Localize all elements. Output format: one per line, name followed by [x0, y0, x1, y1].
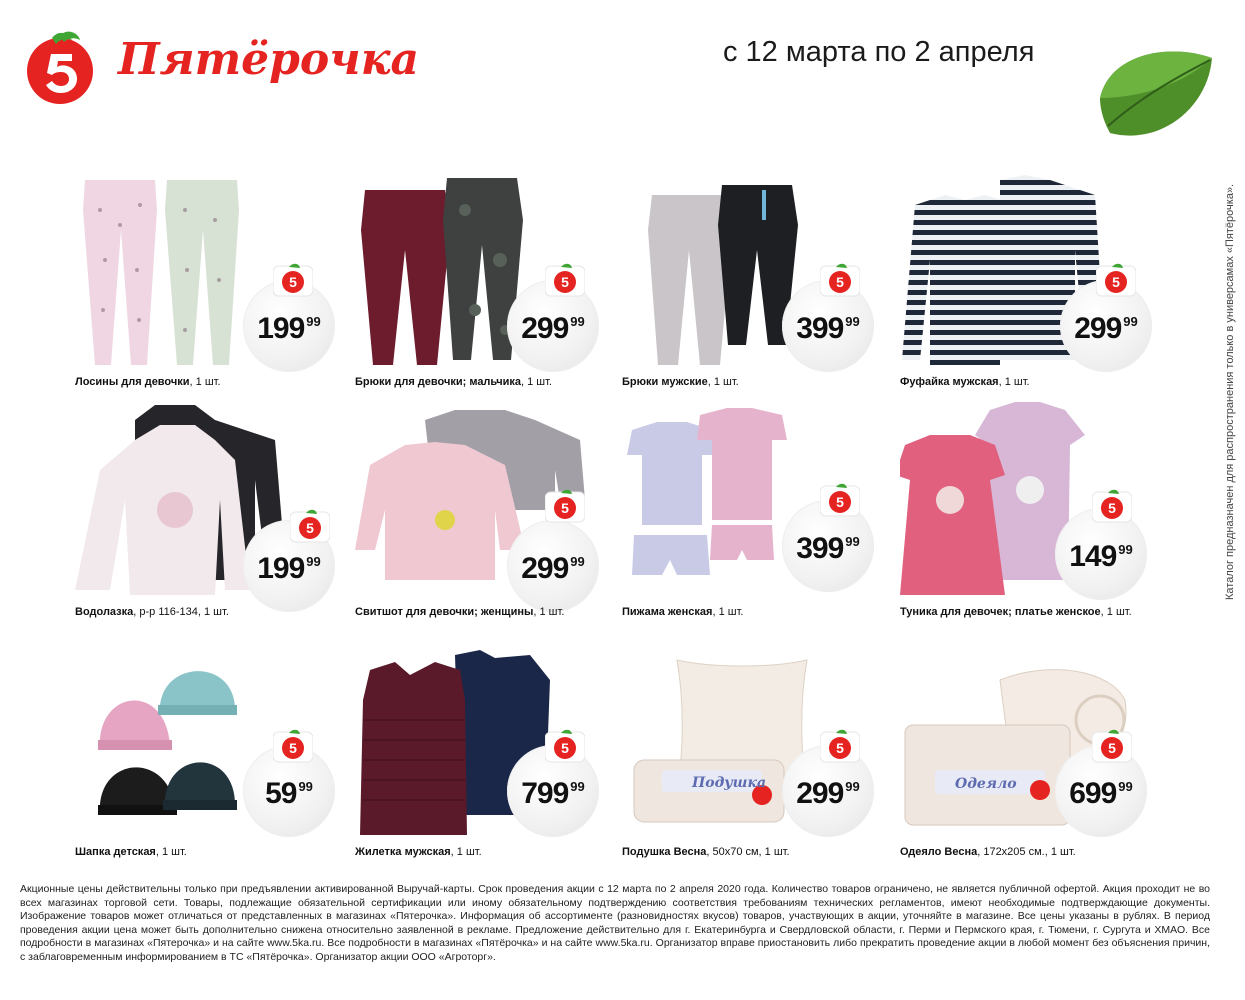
price-rubles: 799 — [521, 777, 569, 810]
product-caption — [900, 605, 1190, 619]
product-details: , 50х70 см, 1 шт. — [706, 846, 790, 858]
five-badge-icon — [1096, 262, 1136, 298]
price-rubles: 299 — [796, 777, 844, 810]
price-kopecks: 99 — [298, 779, 313, 794]
product-image — [355, 400, 645, 600]
svg-text:5: 5 — [289, 740, 297, 756]
price-value — [782, 777, 874, 811]
product-details: , 1 шт. — [707, 376, 739, 388]
price-value — [782, 312, 874, 346]
svg-text:5: 5 — [561, 500, 569, 516]
product-name: Фуфайка мужская — [900, 376, 999, 388]
product-card[interactable] — [355, 640, 645, 890]
five-badge-icon — [290, 508, 330, 544]
five-badge-icon — [545, 728, 585, 764]
product-name: Шапка детская — [75, 846, 156, 858]
five-badge-icon — [273, 728, 313, 764]
product-card[interactable] — [355, 170, 645, 420]
price-value — [243, 312, 335, 346]
product-image — [622, 400, 912, 600]
five-badge-icon — [820, 262, 860, 298]
product-details: , 1 шт. — [998, 376, 1030, 388]
price-badge — [507, 520, 599, 612]
five-badge-icon — [1092, 728, 1132, 764]
price-kopecks: 99 — [845, 314, 860, 329]
price-value — [507, 552, 599, 586]
price-kopecks: 99 — [845, 534, 860, 549]
price-value — [1060, 312, 1152, 346]
svg-text:5: 5 — [1108, 740, 1116, 756]
product-card[interactable] — [622, 400, 912, 650]
five-badge-icon — [545, 262, 585, 298]
price-kopecks: 99 — [570, 314, 585, 329]
catalog-distribution-note: Каталог предназначен для распространения только в универсамах «Пятёрочка». — [1224, 183, 1236, 600]
price-value — [1055, 777, 1147, 811]
svg-text:5: 5 — [836, 494, 844, 510]
product-details: , 1 шт. — [1100, 606, 1132, 618]
price-value — [243, 777, 335, 811]
product-caption — [900, 845, 1190, 859]
price-rubles: 399 — [796, 312, 844, 345]
price-kopecks: 99 — [1123, 314, 1138, 329]
product-caption — [355, 375, 645, 389]
price-value — [507, 777, 599, 811]
svg-text:5: 5 — [1108, 500, 1116, 516]
price-rubles: 299 — [521, 552, 569, 585]
price-rubles: 299 — [1074, 312, 1122, 345]
pyaterochka-logo-icon — [22, 30, 98, 106]
product-details: , 1 шт. — [533, 606, 565, 618]
product-card[interactable] — [622, 640, 912, 890]
product-card[interactable] — [900, 170, 1190, 420]
five-badge-icon — [273, 262, 313, 298]
price-kopecks: 99 — [570, 554, 585, 569]
product-details: , р-р 116-134, 1 шт. — [133, 606, 229, 618]
price-value — [782, 532, 874, 566]
svg-text:5: 5 — [289, 274, 297, 290]
product-name: Туника для девочек; платье женское — [900, 606, 1101, 618]
product-details: , 1 шт. — [712, 606, 744, 618]
product-name: Подушка Весна — [622, 846, 707, 858]
price-kopecks: 99 — [570, 779, 585, 794]
product-caption — [355, 605, 645, 619]
price-rubles: 149 — [1069, 540, 1117, 573]
product-name: Свитшот для девочки; женщины — [355, 606, 534, 618]
product-name: Брюки мужские — [622, 376, 708, 388]
product-card[interactable] — [622, 170, 912, 420]
product-name: Жилетка мужская — [355, 846, 451, 858]
product-name: Брюки для девочки; мальчика — [355, 376, 521, 388]
product-image — [355, 170, 645, 370]
svg-text:5: 5 — [306, 520, 314, 536]
pack-label: Одеяло — [955, 776, 1017, 792]
promo-date-range: с 12 марта по 2 апреля — [723, 36, 1035, 68]
svg-text:5: 5 — [836, 274, 844, 290]
product-caption — [622, 845, 912, 859]
legal-disclaimer: Акционные цены действительны только при предъявлении активированной Выручай-карты. Срок проведения акции с 12 марта по 2 апреля 2020 года. Количество товаров ограничено, не является публичной офертой. Акция проходит не во всех магазинах торговой сети. Товары, подлежащие обязательной сертификации или иному обязательному подтверждению соответствия требованиям технических регламентов, имеют необходимые подтверждающие документы. Изображение товаров может отличаться от представленных в магазинах «Пятерочка». Информация об ассортименте (разновидностях вкусов) товаров, участвующих в акции, уточняйте в магазине. Все цены указаны в рублях. В период проведения акции цена может быть дополнительно снижена относительно заявленной в рекламе. Предложение действительно для г. Екатеринбурга и Свердловской области, г. Перми и Пермского края, г. Тюмени, г. Сургута и ХМАО. Все подробности в магазинах «Пятерочка» и на сайте www.5ka.ru. Все подробности в магазинах «Пятёрочка» и на сайте www.5ka.ru. Организатор вправе приостановить либо прекратить проведение акции в любой момент без объяснения причин, с заблаговременным информированием в ТС «Пятёрочка». Организатор акции ООО «Агроторг». — [20, 883, 1210, 963]
leaf-decoration-icon — [1090, 38, 1220, 148]
product-details: , 172х205 см., 1 шт. — [977, 846, 1076, 858]
product-name: Лосины для девочки — [75, 376, 190, 388]
price-rubles: 199 — [257, 552, 305, 585]
product-name: Одеяло Весна — [900, 846, 978, 858]
price-rubles: 399 — [796, 532, 844, 565]
header — [0, 0, 1245, 150]
price-rubles: 699 — [1069, 777, 1117, 810]
svg-text:5: 5 — [1112, 274, 1120, 290]
price-rubles: 299 — [521, 312, 569, 345]
pack-label: Подушка — [692, 775, 767, 791]
price-rubles: 59 — [265, 777, 297, 810]
price-rubles: 199 — [257, 312, 305, 345]
product-image — [355, 640, 645, 840]
price-kopecks: 99 — [845, 779, 860, 794]
product-caption — [355, 845, 645, 859]
product-card[interactable] — [75, 400, 365, 650]
product-caption — [75, 605, 365, 619]
price-kopecks: 99 — [1118, 542, 1133, 557]
price-value — [1055, 540, 1147, 574]
product-details: , 1 шт. — [189, 376, 221, 388]
product-card[interactable] — [355, 400, 645, 650]
product-details: , 1 шт. — [155, 846, 187, 858]
brand-logo-text: Пятёрочка — [118, 34, 419, 85]
product-card[interactable] — [900, 400, 1190, 650]
five-badge-icon — [820, 482, 860, 518]
product-details: , 1 шт. — [521, 376, 552, 388]
product-caption — [622, 605, 912, 619]
product-name: Водолазка — [75, 606, 134, 618]
svg-text:5: 5 — [836, 740, 844, 756]
price-value — [243, 552, 335, 586]
product-details: , 1 шт. — [450, 846, 482, 858]
price-kopecks: 99 — [306, 314, 321, 329]
product-caption — [900, 375, 1190, 389]
product-card[interactable] — [900, 640, 1190, 890]
product-card[interactable] — [75, 640, 365, 890]
svg-text:5: 5 — [561, 274, 569, 290]
product-card[interactable] — [75, 170, 365, 420]
price-kopecks: 99 — [1118, 779, 1133, 794]
product-caption — [75, 845, 365, 859]
product-caption — [622, 375, 912, 389]
price-value — [507, 312, 599, 346]
svg-text:5: 5 — [561, 740, 569, 756]
five-badge-icon — [545, 488, 585, 524]
product-caption — [75, 375, 365, 389]
product-name: Пижама женская — [622, 606, 713, 618]
five-badge-icon — [1092, 488, 1132, 524]
five-badge-icon — [820, 728, 860, 764]
price-kopecks: 99 — [306, 554, 321, 569]
